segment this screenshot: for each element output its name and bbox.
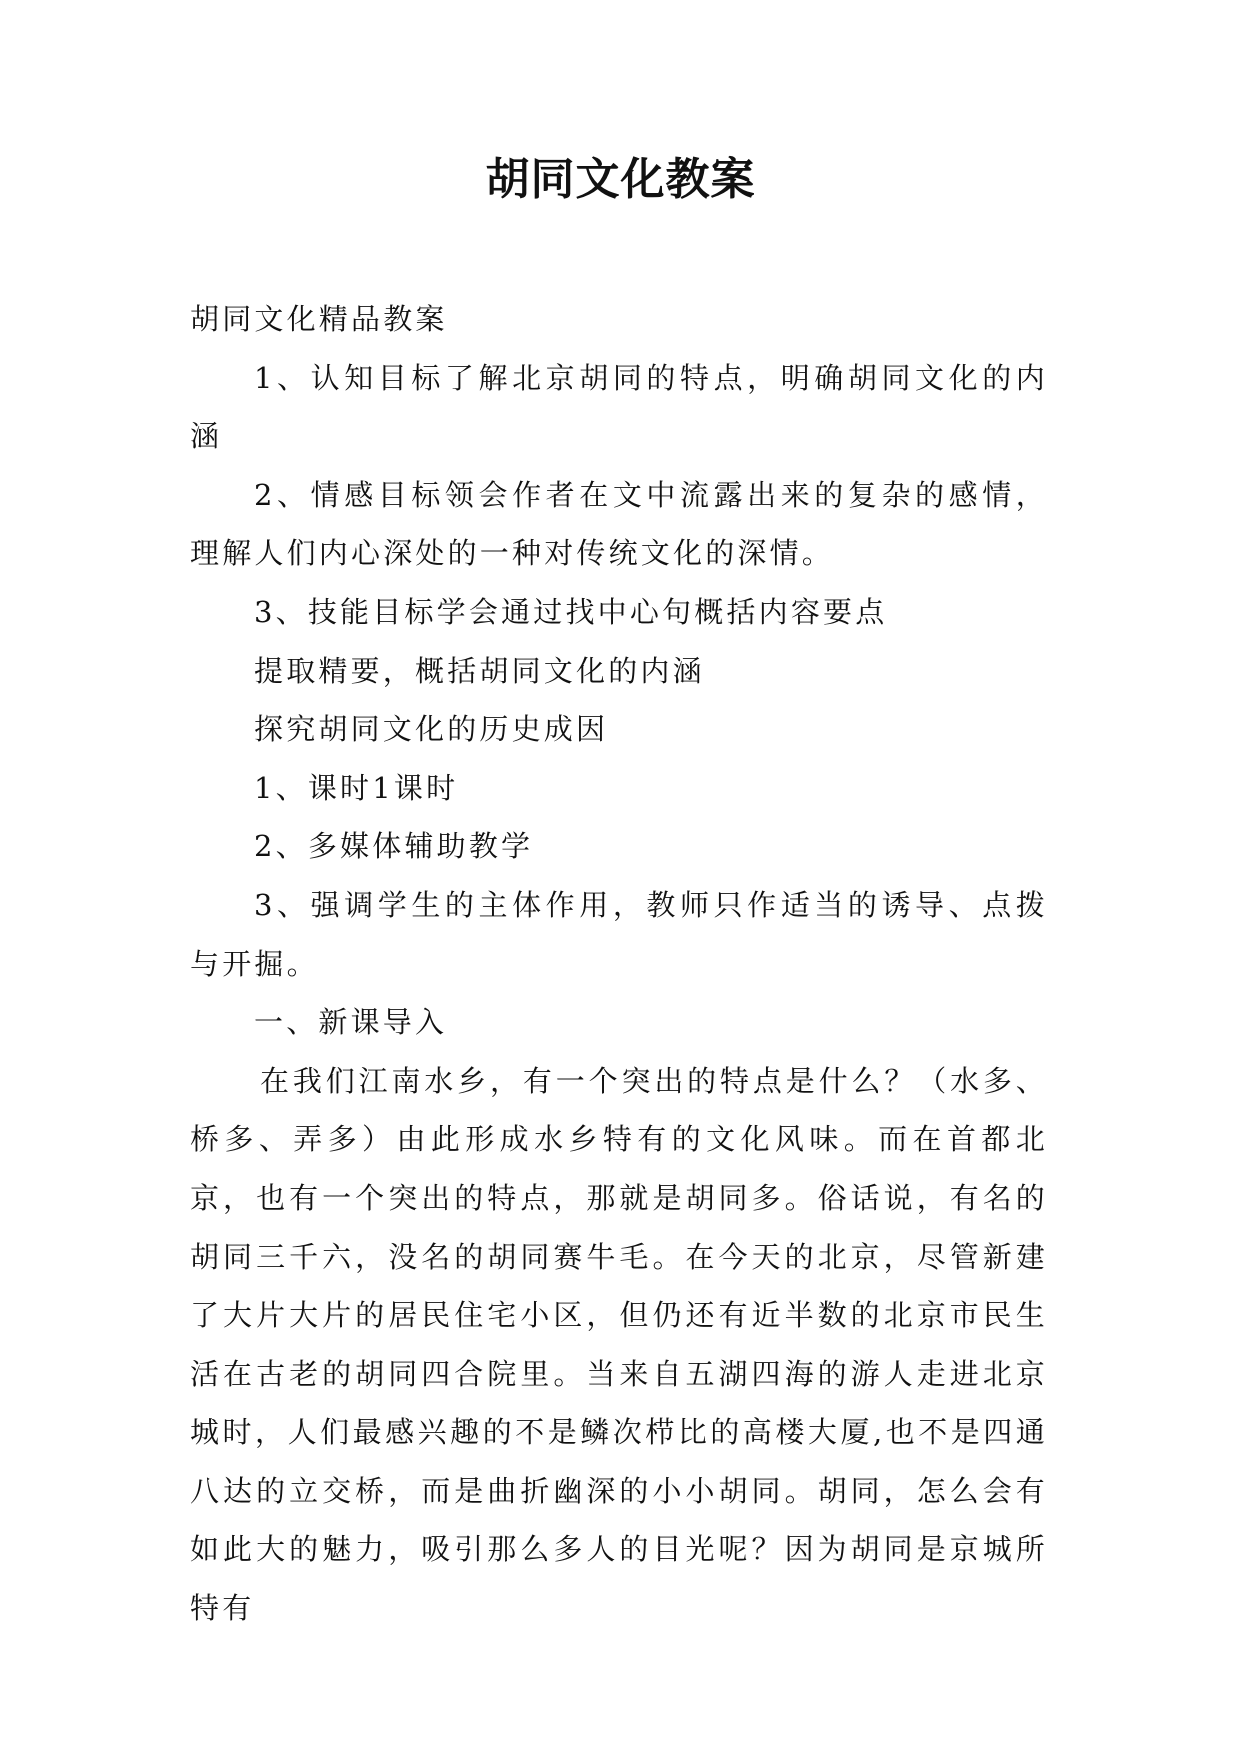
- arrangement-item: 3、强调学生的主体作用，教师只作适当的诱导、点拨与开掘。: [190, 887, 1048, 981]
- section-heading: 一、新课导入: [254, 1005, 448, 1040]
- objective-item: 3、技能目标学会通过找中心句概括内容要点: [254, 594, 888, 629]
- key-point-item: 提取精要，概括胡同文化的内涵: [254, 653, 705, 688]
- objective-item: 2、情感目标领会作者在文中流露出来的复杂的感情，理解人们内心深处的一种对传统文化的深情。: [190, 477, 1048, 571]
- key-point-item: 探究胡同文化的历史成因: [254, 712, 609, 747]
- arrangement-item: 1、课时1课时: [254, 770, 459, 805]
- arrangement-item: 2、多媒体辅助教学: [254, 829, 534, 864]
- document-title: 胡同文化教案: [485, 154, 756, 205]
- intro-paragraph: 在我们江南水乡，有一个突出的特点是什么？（水多、桥多、弄多）由此形成水乡特有的文化风味。而在首都北京，也有一个突出的特点，那就是胡同多。俗话说，有名的胡同三千六，没名的胡同赛牛毛。在今天的北京，尽管新建了大片大片的居民住宅小区，但仍还有近半数的北京市民生活在古老的胡同四合院里。当来自五湖四海的游人走进北京城时，人们最感兴趣的不是鳞次栉比的高楼大厦,也不是四通八达的立交桥，而是曲折幽深的小小胡同。胡同，怎么会有如此大的魅力，吸引那么多人的目光呢？因为胡同是京城所特有: [190, 1063, 1048, 1626]
- objective-item: 1、认知目标了解北京胡同的特点，明确胡同文化的内涵: [190, 360, 1048, 454]
- document-subtitle: 胡同文化精品教案: [190, 302, 448, 336]
- document-body: [190, 290, 1048, 1638]
